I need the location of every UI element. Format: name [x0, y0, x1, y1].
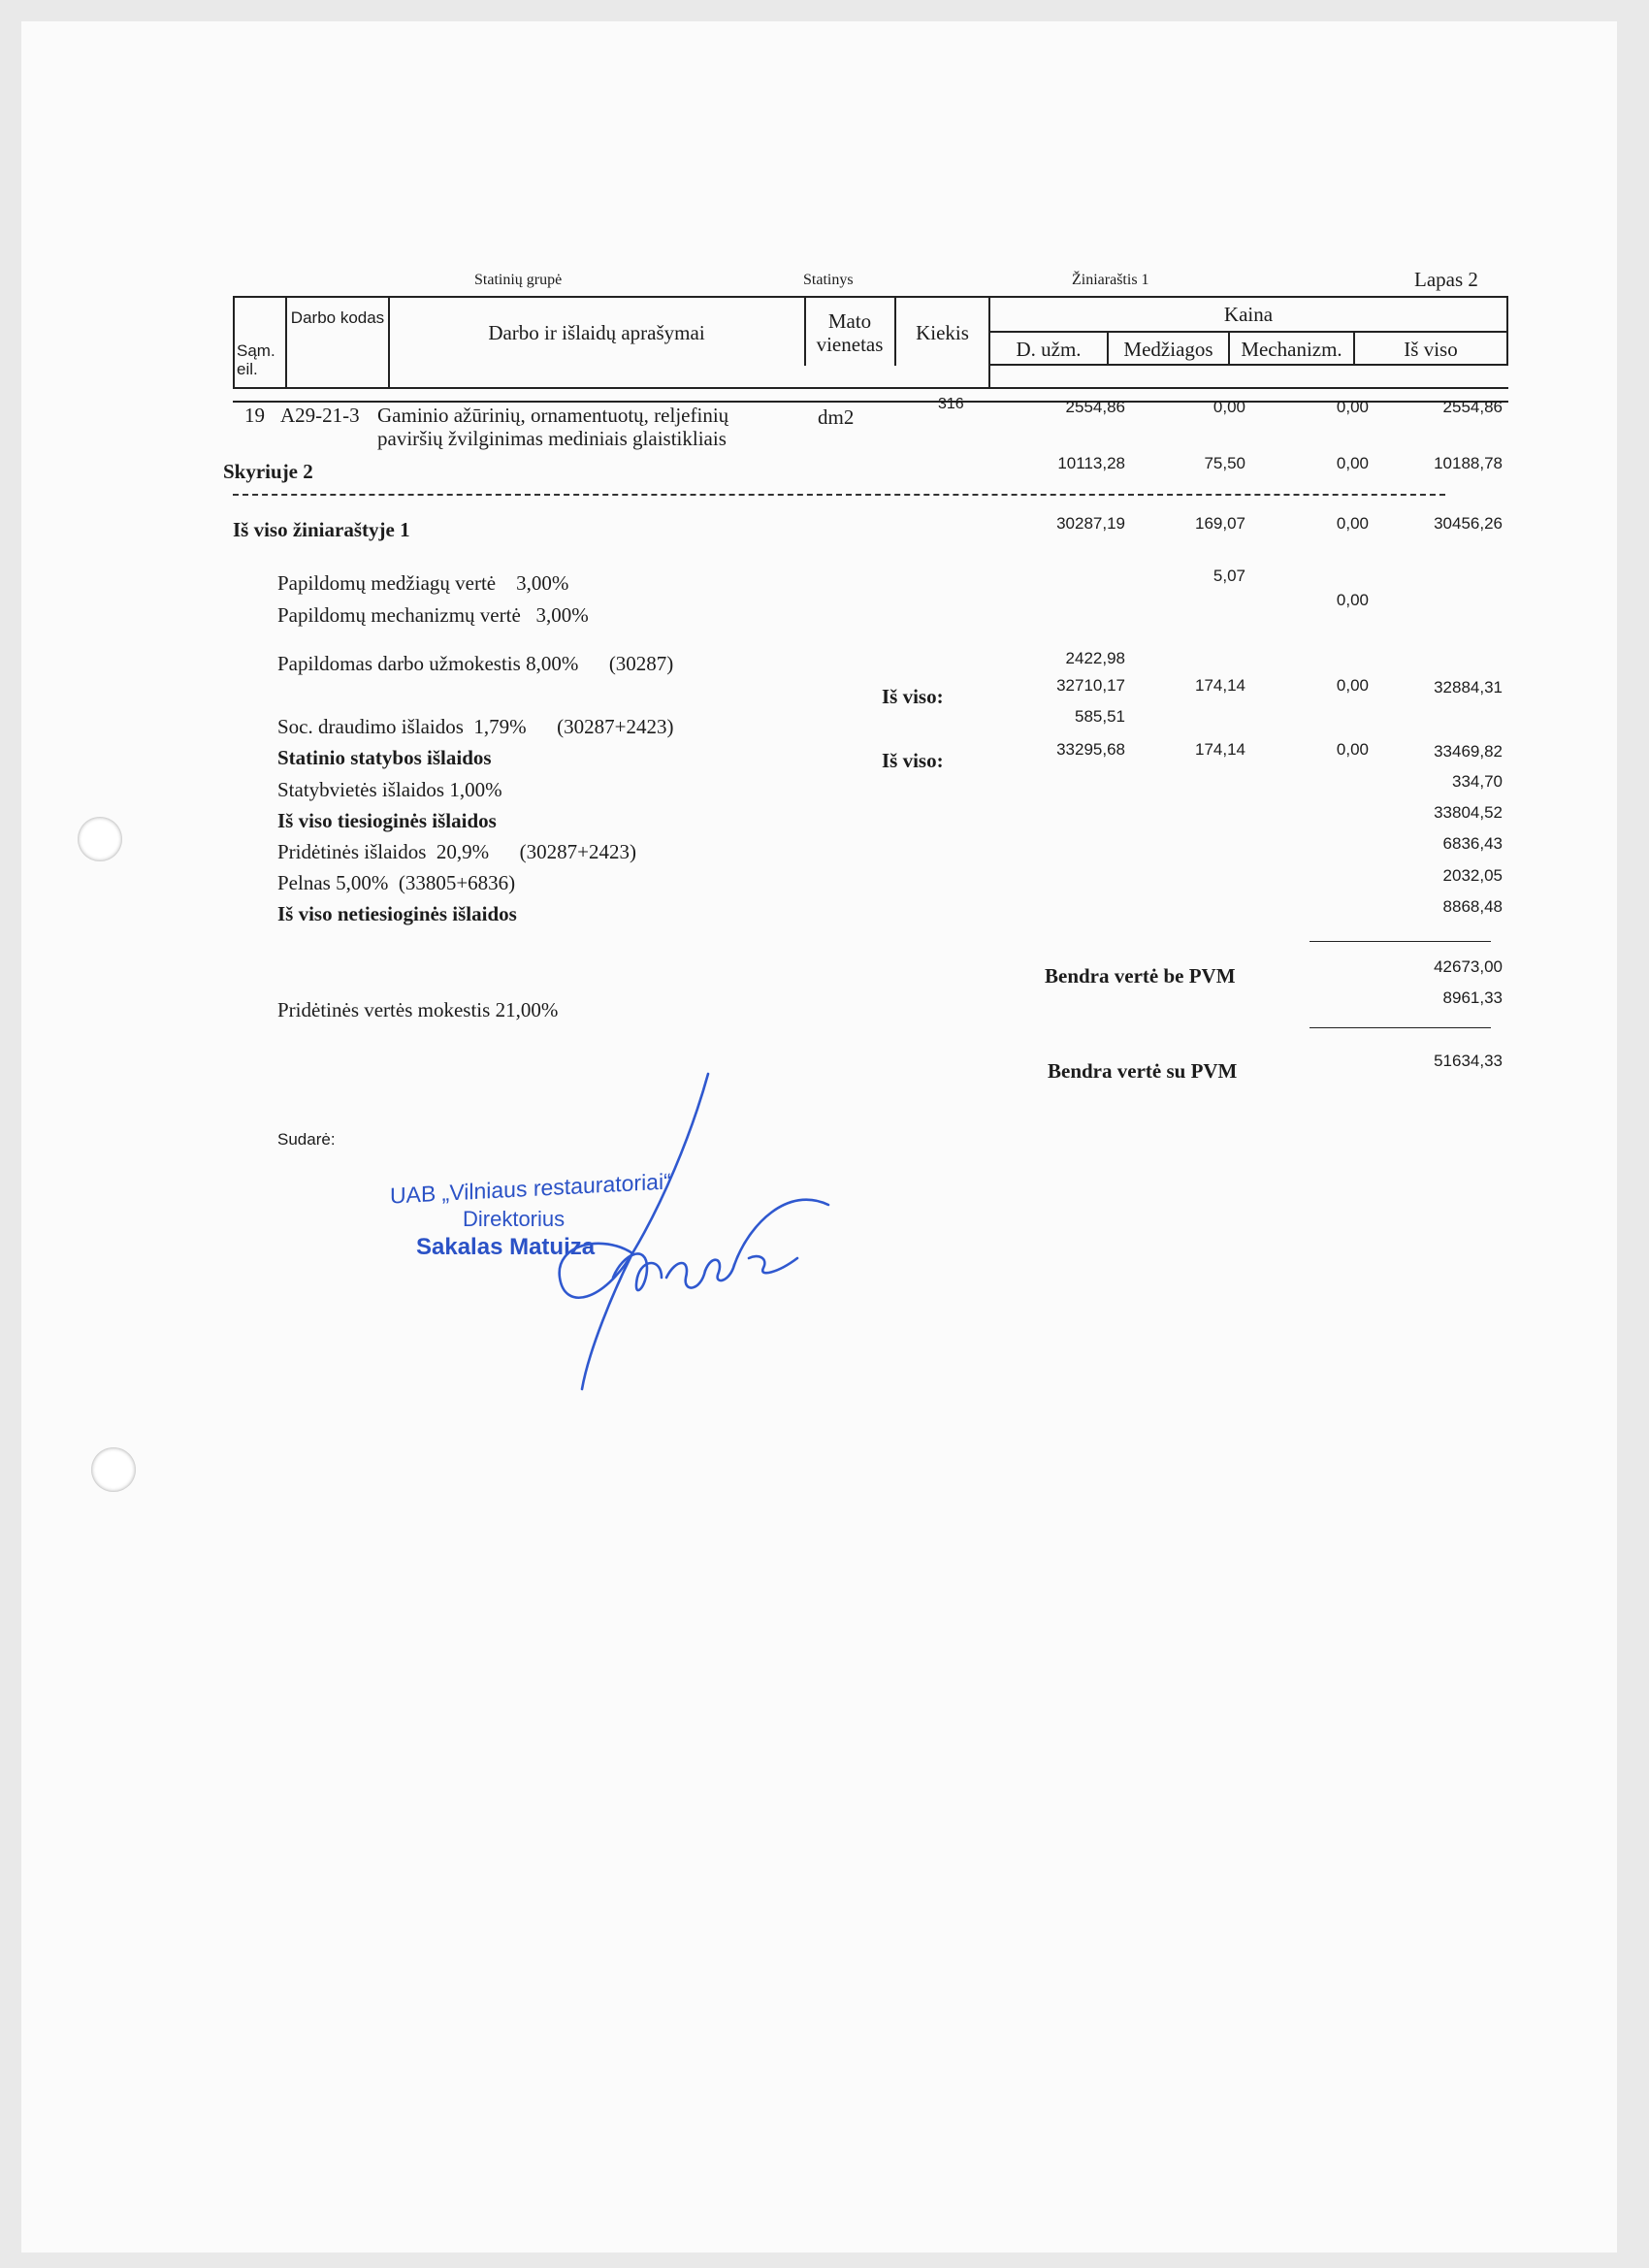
row-machinery: 0,00 [1336, 398, 1369, 416]
prepared-by-label: Sudarė: [277, 1130, 336, 1149]
add-materials-label: Papildomų medžiagų vertė 3,00% [277, 571, 569, 595]
table-header-bottom-line [233, 387, 1508, 389]
rule-line [1310, 941, 1491, 942]
th-unit: Mato vienetas [816, 309, 884, 356]
th-quantity: Kiekis [916, 321, 969, 344]
th-total: Iš viso [1404, 338, 1458, 361]
add-materials-value: 5,07 [1212, 567, 1245, 585]
with-vat-label: Bendra vertė su PVM [1048, 1059, 1238, 1083]
th-description: Darbo ir išlaidų aprašymai [488, 321, 705, 344]
table-top-line [233, 296, 1508, 298]
construction-materials: 174,14 [1195, 740, 1245, 759]
row-desc-line1: Gaminio ažūrinių, ornamentuotų, reljefinių [377, 404, 729, 427]
th-machinery: Mechanizm. [1241, 338, 1342, 361]
table-left-line [233, 296, 235, 389]
add-machinery-label: Papildomų mechanizmų vertė 3,00% [277, 603, 589, 627]
section-total-label: Skyriuje 2 [223, 460, 313, 483]
punch-hole [78, 817, 122, 861]
row-desc-line2: paviršių žvilginimas mediniais glaistikliais [377, 427, 727, 450]
stamp-name: Sakalas Matuiza [416, 1234, 596, 1260]
vat-label: Pridėtinės vertės mokestis 21,00% [277, 998, 559, 1021]
sheet-label: Žiniaraštis 1 [1072, 272, 1149, 288]
th-price: Kaina [1223, 303, 1274, 326]
subtotal1-machinery: 0,00 [1336, 676, 1369, 695]
rule-line [1310, 1027, 1491, 1028]
construction-machinery: 0,00 [1336, 740, 1369, 759]
row-total: 2554,86 [1442, 398, 1503, 416]
section-total: 10188,78 [1434, 454, 1503, 472]
subtotal1-materials: 174,14 [1195, 676, 1245, 695]
site-label: Statybvietės išlaidos 1,00% [277, 778, 502, 801]
social-label: Soc. draudimo išlaidos 1,79% (30287+2423) [277, 715, 674, 738]
row-unit: dm2 [818, 405, 855, 429]
construction-label: Statinio statybos išlaidos [277, 746, 492, 769]
no-vat-total: 42673,00 [1434, 957, 1503, 976]
sheet-total: 30456,26 [1434, 514, 1503, 533]
sheet-materials: 169,07 [1195, 514, 1245, 533]
add-machinery-value: 0,00 [1336, 591, 1369, 609]
th-row-no: Sąm. eil. [237, 341, 275, 378]
overhead-total: 6836,43 [1442, 834, 1503, 853]
subtotal1-label: Iš viso: [882, 685, 944, 708]
overhead-label: Pridėtinės išlaidos 20,9% (30287+2423) [277, 840, 637, 863]
stamp-title: Direktorius [463, 1207, 566, 1231]
profit-total: 2032,05 [1442, 866, 1503, 885]
construction-subtotal-label: Iš viso: [882, 749, 944, 772]
row-code: A29-21-3 [280, 404, 360, 427]
add-wages-value: 2422,98 [1065, 649, 1125, 667]
no-vat-label: Bendra vertė be PVM [1045, 964, 1236, 988]
section-machinery: 0,00 [1336, 454, 1369, 472]
indirect-total: 8868,48 [1442, 897, 1503, 916]
group-label: Statinių grupė [474, 272, 563, 288]
with-vat-total: 51634,33 [1434, 1052, 1503, 1070]
row-labor: 2554,86 [1065, 398, 1125, 416]
indirect-label: Iš viso netiesioginės išlaidos [277, 902, 517, 925]
social-value: 585,51 [1075, 707, 1125, 726]
construction-labor: 33295,68 [1056, 740, 1125, 759]
signature-icon [468, 1059, 875, 1409]
row-no: 19 [244, 404, 265, 427]
sheet-labor: 30287,19 [1056, 514, 1125, 533]
site-total: 334,70 [1452, 772, 1503, 791]
page-label: Lapas 2 [1414, 268, 1478, 291]
th-labor: D. užm. [1016, 338, 1082, 361]
profit-label: Pelnas 5,00% (33805+6836) [277, 871, 516, 894]
construction-total: 33469,82 [1434, 742, 1503, 761]
dashed-divider [233, 494, 1445, 496]
punch-hole [91, 1447, 136, 1492]
add-wages-label: Papildomas darbo užmokestis 8,00% (30287) [277, 652, 674, 675]
subtotal1-total: 32884,31 [1434, 678, 1503, 697]
row-qty: 316 [938, 396, 964, 412]
building-label: Statinys [803, 272, 854, 288]
direct-total: 33804,52 [1434, 803, 1503, 822]
subtotal1-labor: 32710,17 [1056, 676, 1125, 695]
direct-label: Iš viso tiesioginės išlaidos [277, 809, 497, 832]
th-materials: Medžiagos [1123, 338, 1213, 361]
sheet-machinery: 0,00 [1336, 514, 1369, 533]
section-labor: 10113,28 [1057, 454, 1125, 472]
row-materials: 0,00 [1212, 398, 1245, 416]
stamp-company: UAB „Vilniaus restauratoriai“ [390, 1168, 671, 1209]
th-work-code: Darbo kodas [290, 308, 385, 327]
sheet-total-label: Iš viso žiniaraštyje 1 [233, 518, 410, 541]
vat-total: 8961,33 [1442, 988, 1503, 1007]
section-materials: 75,50 [1204, 454, 1245, 472]
document-page [21, 21, 1617, 2252]
